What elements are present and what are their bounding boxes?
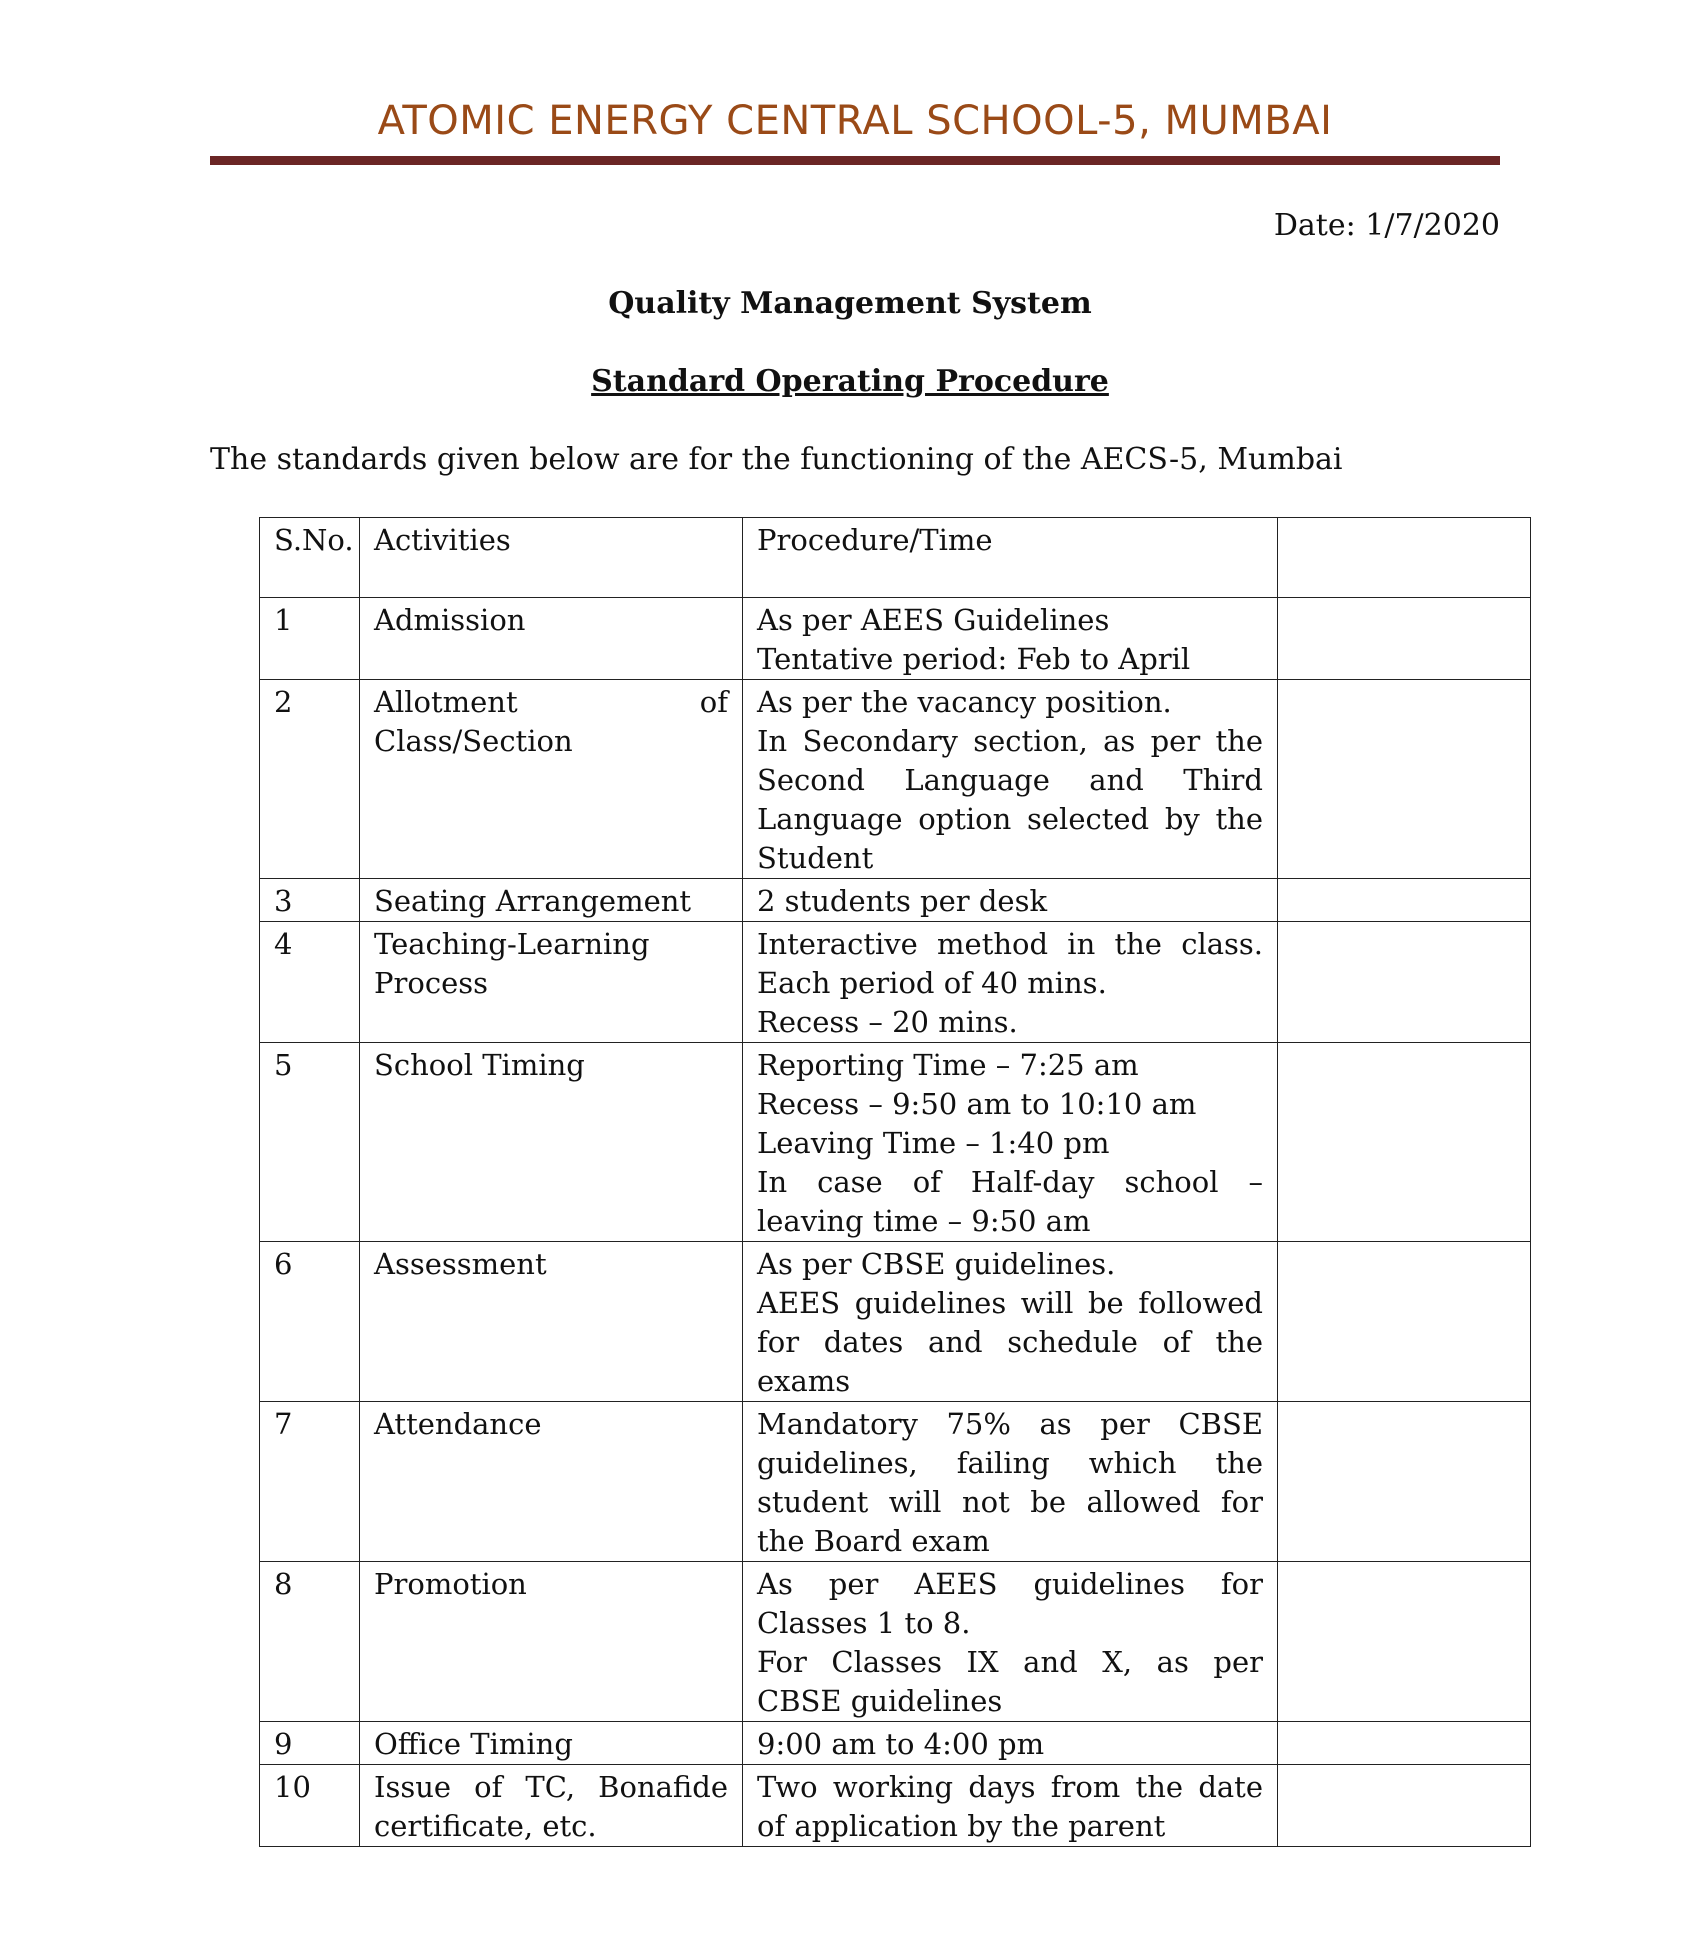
procedure-line: Tentative period: Feb to April [757,642,1191,676]
row-procedure [743,1562,1278,1722]
row-procedure [743,1043,1278,1242]
procedure-line: 9:00 am to 4:00 pm [757,1727,1045,1761]
row-activity: Issue of TC, Bonafide certificate, etc. [360,1765,743,1847]
table-row [260,922,1531,1043]
table-row [260,680,1531,879]
intro-text: The standards given below are for the functioning of the AECS-5, Mumbai [210,442,1343,477]
row-procedure [743,1402,1278,1562]
table-header-row [260,518,1531,598]
row-procedure [743,598,1278,680]
row-activity: School Timing [360,1043,743,1242]
procedure-line: Mandatory 75% as per CBSE guidelines, failing which the student will not be allowed for the Board exam [757,1407,1263,1558]
row-procedure [743,922,1278,1043]
row-blank-cell [1278,879,1531,922]
row-sno: 2 [260,680,360,879]
row-blank-cell [1278,922,1531,1043]
row-sno: 7 [260,1402,360,1562]
row-activity: Admission [360,598,743,680]
header-blank [1278,518,1531,598]
procedure-line: AEES guidelines will be followed for dates and schedule of the exams [757,1286,1263,1398]
table-row [260,1562,1531,1722]
row-activity: Attendance [360,1402,743,1562]
row-blank-cell [1278,1043,1531,1242]
document-date: Date: 1/7/2020 [1273,208,1500,243]
row-sno: 5 [260,1043,360,1242]
row-blank-cell [1278,680,1531,879]
row-blank-cell [1278,1722,1531,1765]
row-procedure [743,680,1278,879]
row-activity: Teaching-Learning Process [360,922,743,1043]
row-blank-cell [1278,1402,1531,1562]
row-activity: Seating Arrangement [360,879,743,922]
row-blank-cell [1278,1242,1531,1402]
header-procedure: Procedure/Time [743,518,1278,598]
row-sno: 8 [260,1562,360,1722]
qms-title: Quality Management System [608,286,1092,321]
table-row [260,1722,1531,1765]
school-name-header: ATOMIC ENERGY CENTRAL SCHOOL-5, MUMBAI [377,98,1333,144]
procedure-line: Reporting Time – 7:25 am [757,1048,1139,1082]
procedure-line: As per AEES Guidelines [757,603,1110,637]
row-procedure [743,879,1278,922]
row-procedure [743,1765,1278,1847]
procedure-line: As per CBSE guidelines. [757,1247,1116,1281]
row-sno: 6 [260,1242,360,1402]
table-row [260,1043,1531,1242]
row-activity: Assessment [360,1242,743,1402]
row-sno: 4 [260,922,360,1043]
sop-table [259,517,1531,1847]
procedure-line: As per AEES guidelines for Classes 1 to 8. [757,1567,1263,1640]
table-row [260,1402,1531,1562]
sop-title: Standard Operating Procedure [591,364,1109,399]
table-row [260,1242,1531,1402]
procedure-line: For Classes IX and X, as per CBSE guidelines [757,1645,1263,1718]
procedure-line: In case of Half-day school – leaving time – 9:50 am [757,1165,1263,1238]
procedure-line: Recess – 20 mins. [757,1005,1018,1039]
row-sno: 1 [260,598,360,680]
row-blank-cell [1278,1562,1531,1722]
header-sno: S.No. [260,518,360,598]
row-activity: Allotment of Class/Section [360,680,743,879]
procedure-line: Interactive method in the class. Each period of 40 mins. [757,927,1263,1000]
table-row [260,879,1531,922]
row-procedure [743,1722,1278,1765]
procedure-line: In Secondary section, as per the Second Language and Third Language option selected by the Student [757,724,1263,875]
row-sno: 3 [260,879,360,922]
procedure-line: As per the vacancy position. [757,685,1172,719]
procedure-line: 2 students per desk [757,884,1048,918]
row-sno: 10 [260,1765,360,1847]
table-row [260,598,1531,680]
table-row [260,1765,1531,1847]
row-sno: 9 [260,1722,360,1765]
procedure-line: Leaving Time – 1:40 pm [757,1126,1110,1160]
row-activity: Promotion [360,1562,743,1722]
procedure-line: Recess – 9:50 am to 10:10 am [757,1087,1197,1121]
header-divider [210,156,1500,165]
procedure-line: Two working days from the date of application by the parent [757,1770,1263,1843]
row-blank-cell [1278,598,1531,680]
row-blank-cell [1278,1765,1531,1847]
header-activities: Activities [360,518,743,598]
row-activity: Office Timing [360,1722,743,1765]
row-procedure [743,1242,1278,1402]
sop-table-body [260,518,1531,1847]
